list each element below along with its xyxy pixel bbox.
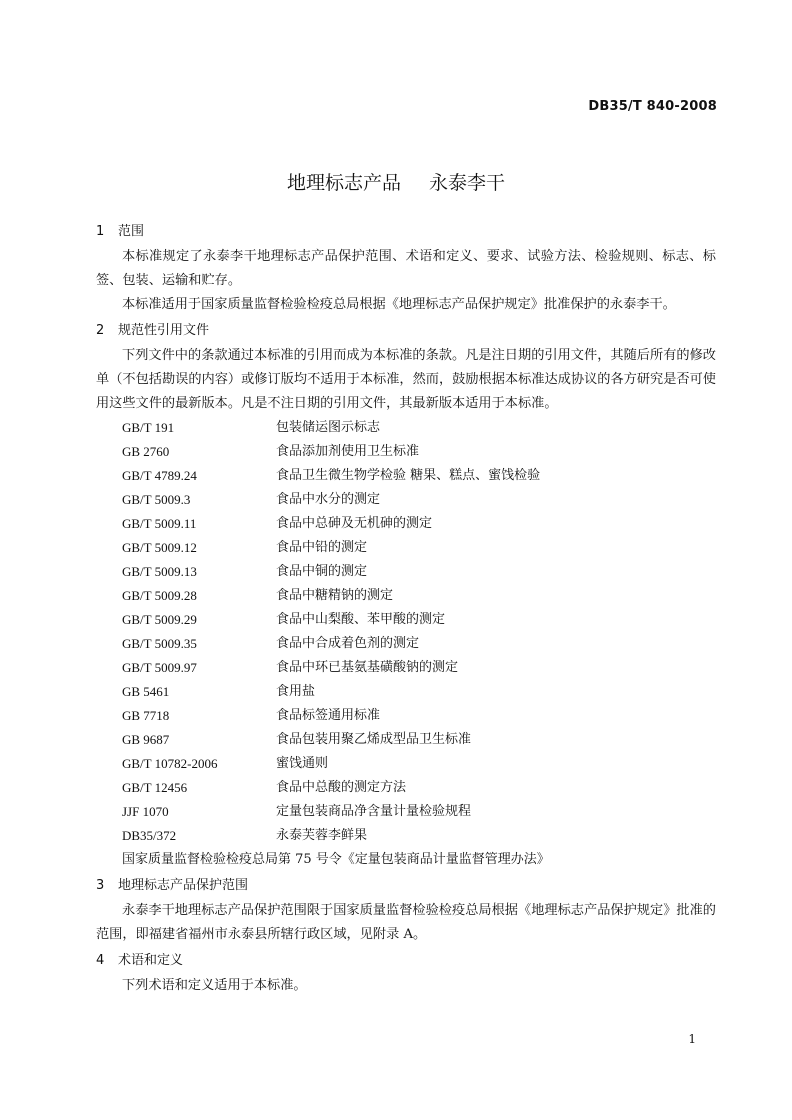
reference-title: 食品中总砷及无机砷的测定 xyxy=(276,516,433,531)
reference-code: GB/T 5009.29 xyxy=(122,612,197,627)
reference-item xyxy=(96,704,716,728)
section-heading-1: 1 范围 xyxy=(96,224,145,239)
protection-scope-paragraph: 永泰李干地理标志产品保护范围限于国家质量监督检验检疫总局根据《地理标志产品保护规定》批准的范围，即福建省福州市永泰县所辖行政区域，见附录 A。 xyxy=(96,903,716,942)
reference-item xyxy=(96,584,716,608)
title-part-1: 地理标志产品 xyxy=(286,172,401,194)
reference-title: 食用盐 xyxy=(276,684,316,699)
reference-item xyxy=(96,752,716,776)
section-heading-3: 3 地理标志产品保护范围 xyxy=(96,878,249,893)
reference-title: 定量包装商品净含量计量检验规程 xyxy=(276,804,472,819)
reference-title: 包装储运图示标志 xyxy=(276,420,381,435)
reference-item xyxy=(96,824,716,848)
reference-item xyxy=(96,656,716,680)
reference-code: GB/T 5009.11 xyxy=(122,516,197,531)
reference-title: 食品中糖精钠的测定 xyxy=(276,588,394,603)
reference-item xyxy=(96,680,716,704)
terms-paragraph: 下列术语和定义适用于本标准。 xyxy=(122,978,307,993)
reference-code: GB 7718 xyxy=(122,708,170,723)
page-number: 1 xyxy=(688,1032,696,1046)
reference-code: GB 2760 xyxy=(122,444,170,459)
reference-code: GB/T 5009.12 xyxy=(122,540,197,555)
reference-item xyxy=(96,440,716,464)
document-code: DB35/T 840-2008 xyxy=(588,99,717,114)
reference-item xyxy=(96,800,716,824)
reference-title: 食品中合成着色剂的测定 xyxy=(276,636,420,651)
title-part-2: 永泰李干 xyxy=(429,172,506,194)
reference-code: DB35/372 xyxy=(122,828,177,843)
reference-list xyxy=(96,416,716,848)
reference-title: 食品中总酸的测定方法 xyxy=(276,780,407,795)
reference-code: GB 9687 xyxy=(122,732,170,747)
reference-code: GB/T 4789.24 xyxy=(122,468,197,483)
reference-code: GB/T 191 xyxy=(122,420,175,435)
reference-code: GB/T 5009.3 xyxy=(122,492,191,507)
reference-item xyxy=(96,560,716,584)
page-title xyxy=(0,168,792,195)
reference-item xyxy=(96,512,716,536)
reference-title: 食品中铜的测定 xyxy=(276,564,368,579)
reference-title: 蜜饯通则 xyxy=(276,756,329,771)
reference-title: 食品中山梨酸、苯甲酸的测定 xyxy=(276,612,446,627)
reference-title: 食品中水分的测定 xyxy=(276,492,381,507)
reference-code: GB/T 5009.35 xyxy=(122,636,197,651)
reference-title: 食品标签通用标准 xyxy=(276,708,381,723)
reference-code: GB/T 5009.28 xyxy=(122,588,197,603)
reference-item xyxy=(96,728,716,752)
reference-code: GB 5461 xyxy=(122,684,170,699)
reference-item xyxy=(96,776,716,800)
reference-code: JJF 1070 xyxy=(122,804,169,819)
reference-item xyxy=(96,464,716,488)
document-body xyxy=(96,218,716,998)
reference-code: GB/T 5009.97 xyxy=(122,660,197,675)
decree-reference: 国家质量监督检验检疫总局第 75 号令《定量包装商品计量监督管理办法》 xyxy=(122,852,550,867)
scope-paragraph-2: 本标准适用于国家质量监督检验检疫总局根据《地理标志产品保护规定》批准保护的永泰李干。 xyxy=(122,297,676,312)
reference-title: 食品卫生微生物学检验 糖果、糕点、蜜饯检验 xyxy=(276,468,541,483)
reference-item xyxy=(96,488,716,512)
references-intro: 下列文件中的条款通过本标准的引用而成为本标准的条款。凡是注日期的引用文件，其随后所有的修改单（不包括勘误的内容）或修订版均不适用于本标准，然而，鼓励根据本标准达成协议的各方研究是否可使用这些文件的最新版本。凡是不注日期的引用文件，其最新版本适用于本标准。 xyxy=(96,348,716,411)
reference-code: GB/T 10782-2006 xyxy=(122,756,218,771)
section-heading-2: 2 规范性引用文件 xyxy=(96,323,210,338)
reference-title: 食品中环已基氨基磺酸钠的测定 xyxy=(276,660,459,675)
section-heading-4: 4 术语和定义 xyxy=(96,953,184,968)
reference-title: 食品添加剂使用卫生标准 xyxy=(276,444,420,459)
reference-item xyxy=(96,536,716,560)
reference-item xyxy=(96,608,716,632)
reference-title: 食品中铅的测定 xyxy=(276,540,368,555)
scope-paragraph-1: 本标准规定了永泰李干地理标志产品保护范围、术语和定义、要求、试验方法、检验规则、标志、标签、包装、运输和贮存。 xyxy=(96,249,716,288)
reference-item xyxy=(96,416,716,440)
reference-item xyxy=(96,632,716,656)
reference-title: 永泰芙蓉李鲜果 xyxy=(276,828,368,843)
reference-code: GB/T 12456 xyxy=(122,780,188,795)
reference-title: 食品包装用聚乙烯成型品卫生标准 xyxy=(276,732,472,747)
reference-code: GB/T 5009.13 xyxy=(122,564,197,579)
